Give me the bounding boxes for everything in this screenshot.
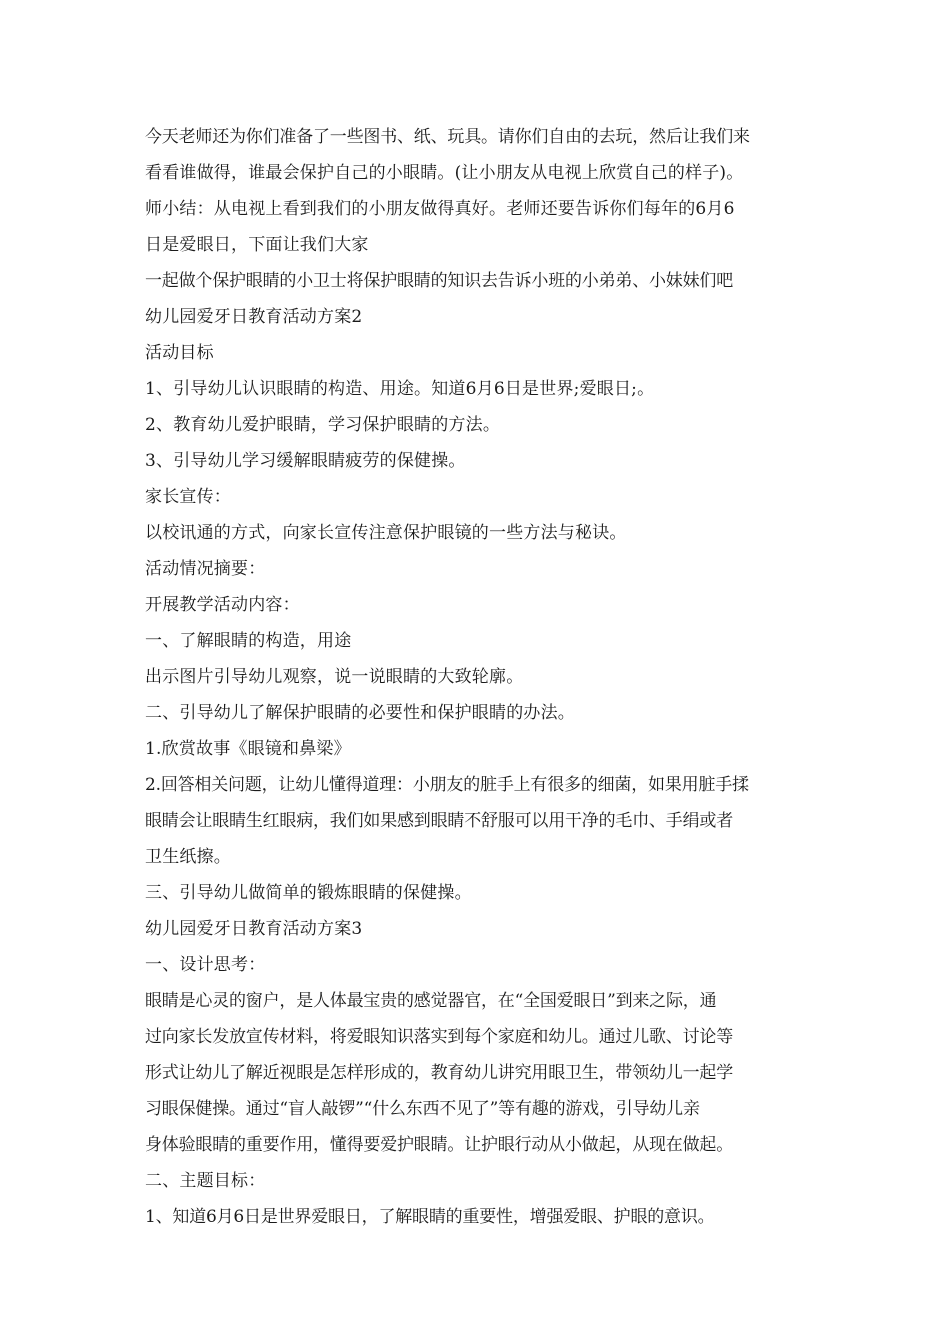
text-line: 习眼保健操。通过“盲人敲锣”“什么东西不见了”等有趣的游戏，引导幼儿亲 xyxy=(145,1099,700,1119)
text-line: 形式让幼儿了解近视眼是怎样形成的，教育幼儿讲究用眼卫生，带领幼儿一起学 xyxy=(145,1063,733,1083)
text-line: 出示图片引导幼儿观察，说一说眼睛的大致轮廓。 xyxy=(145,667,524,687)
list-item: 1、引导幼儿认识眼睛的构造、用途。知道6月6日是世界;爱眼日;。 xyxy=(145,379,655,399)
list-item: 三、引导幼儿做简单的锻炼眼睛的保健操。 xyxy=(145,883,472,903)
text-line: 今天老师还为你们准备了一些图书、纸、玩具。请你们自由的去玩，然后让我们来 xyxy=(145,127,750,147)
list-item: 1、知道6月6日是世界爱眼日，了解眼睛的重要性，增强爱眼、护眼的意识。 xyxy=(145,1207,715,1227)
text-line: 一起做个保护眼睛的小卫士将保护眼睛的知识去告诉小班的小弟弟、小妹妹们吧 xyxy=(145,271,733,291)
document-body xyxy=(145,119,810,1235)
text-line: 师小结：从电视上看到我们的小朋友做得真好。老师还要告诉你们每年的6月6 xyxy=(145,199,735,219)
list-item: 二、引导幼儿了解保护眼睛的必要性和保护眼睛的办法。 xyxy=(145,703,575,723)
text-line: 日是爱眼日，下面让我们大家 xyxy=(145,235,369,255)
text-line: 眼睛会让眼睛生红眼病，我们如果感到眼睛不舒服可以用干净的毛巾、手绢或者 xyxy=(145,811,733,831)
list-item: 一、了解眼睛的构造，用途 xyxy=(145,631,352,651)
text-line: 看看谁做得，谁最会保护自己的小眼睛。(让小朋友从电视上欣赏自己的样子)。 xyxy=(145,163,744,183)
subheading: 一、设计思考： xyxy=(145,955,266,975)
subheading: 活动情况摘要： xyxy=(145,559,266,579)
list-item: 2、教育幼儿爱护眼睛，学习保护眼睛的方法。 xyxy=(145,415,501,435)
subheading: 二、主题目标： xyxy=(145,1171,266,1191)
subheading: 家长宣传： xyxy=(145,487,231,507)
text-line: 眼睛是心灵的窗户，是人体最宝贵的感觉器官，在“全国爱眼日”到来之际，通 xyxy=(145,991,717,1011)
subheading: 活动目标 xyxy=(145,343,214,363)
text-line: 以校讯通的方式，向家长宣传注意保护眼镜的一些方法与秘诀。 xyxy=(145,523,627,543)
subheading: 开展教学活动内容： xyxy=(145,595,300,615)
section-heading: 幼儿园爱牙日教育活动方案2 xyxy=(145,307,363,327)
list-item: 1.欣赏故事《眼镜和鼻梁》 xyxy=(145,739,351,759)
text-line: 过向家长发放宣传材料，将爱眼知识落实到每个家庭和幼儿。通过儿歌、讨论等 xyxy=(145,1027,733,1047)
list-item: 2.回答相关问题，让幼儿懂得道理：小朋友的脏手上有很多的细菌，如果用脏手揉 xyxy=(145,775,749,795)
text-line: 卫生纸擦。 xyxy=(145,847,231,867)
list-item: 3、引导幼儿学习缓解眼睛疲劳的保健操。 xyxy=(145,451,466,471)
text-line: 身体验眼睛的重要作用，懂得要爱护眼睛。让护眼行动从小做起，从现在做起。 xyxy=(145,1135,733,1155)
section-heading: 幼儿园爱牙日教育活动方案3 xyxy=(145,919,363,939)
